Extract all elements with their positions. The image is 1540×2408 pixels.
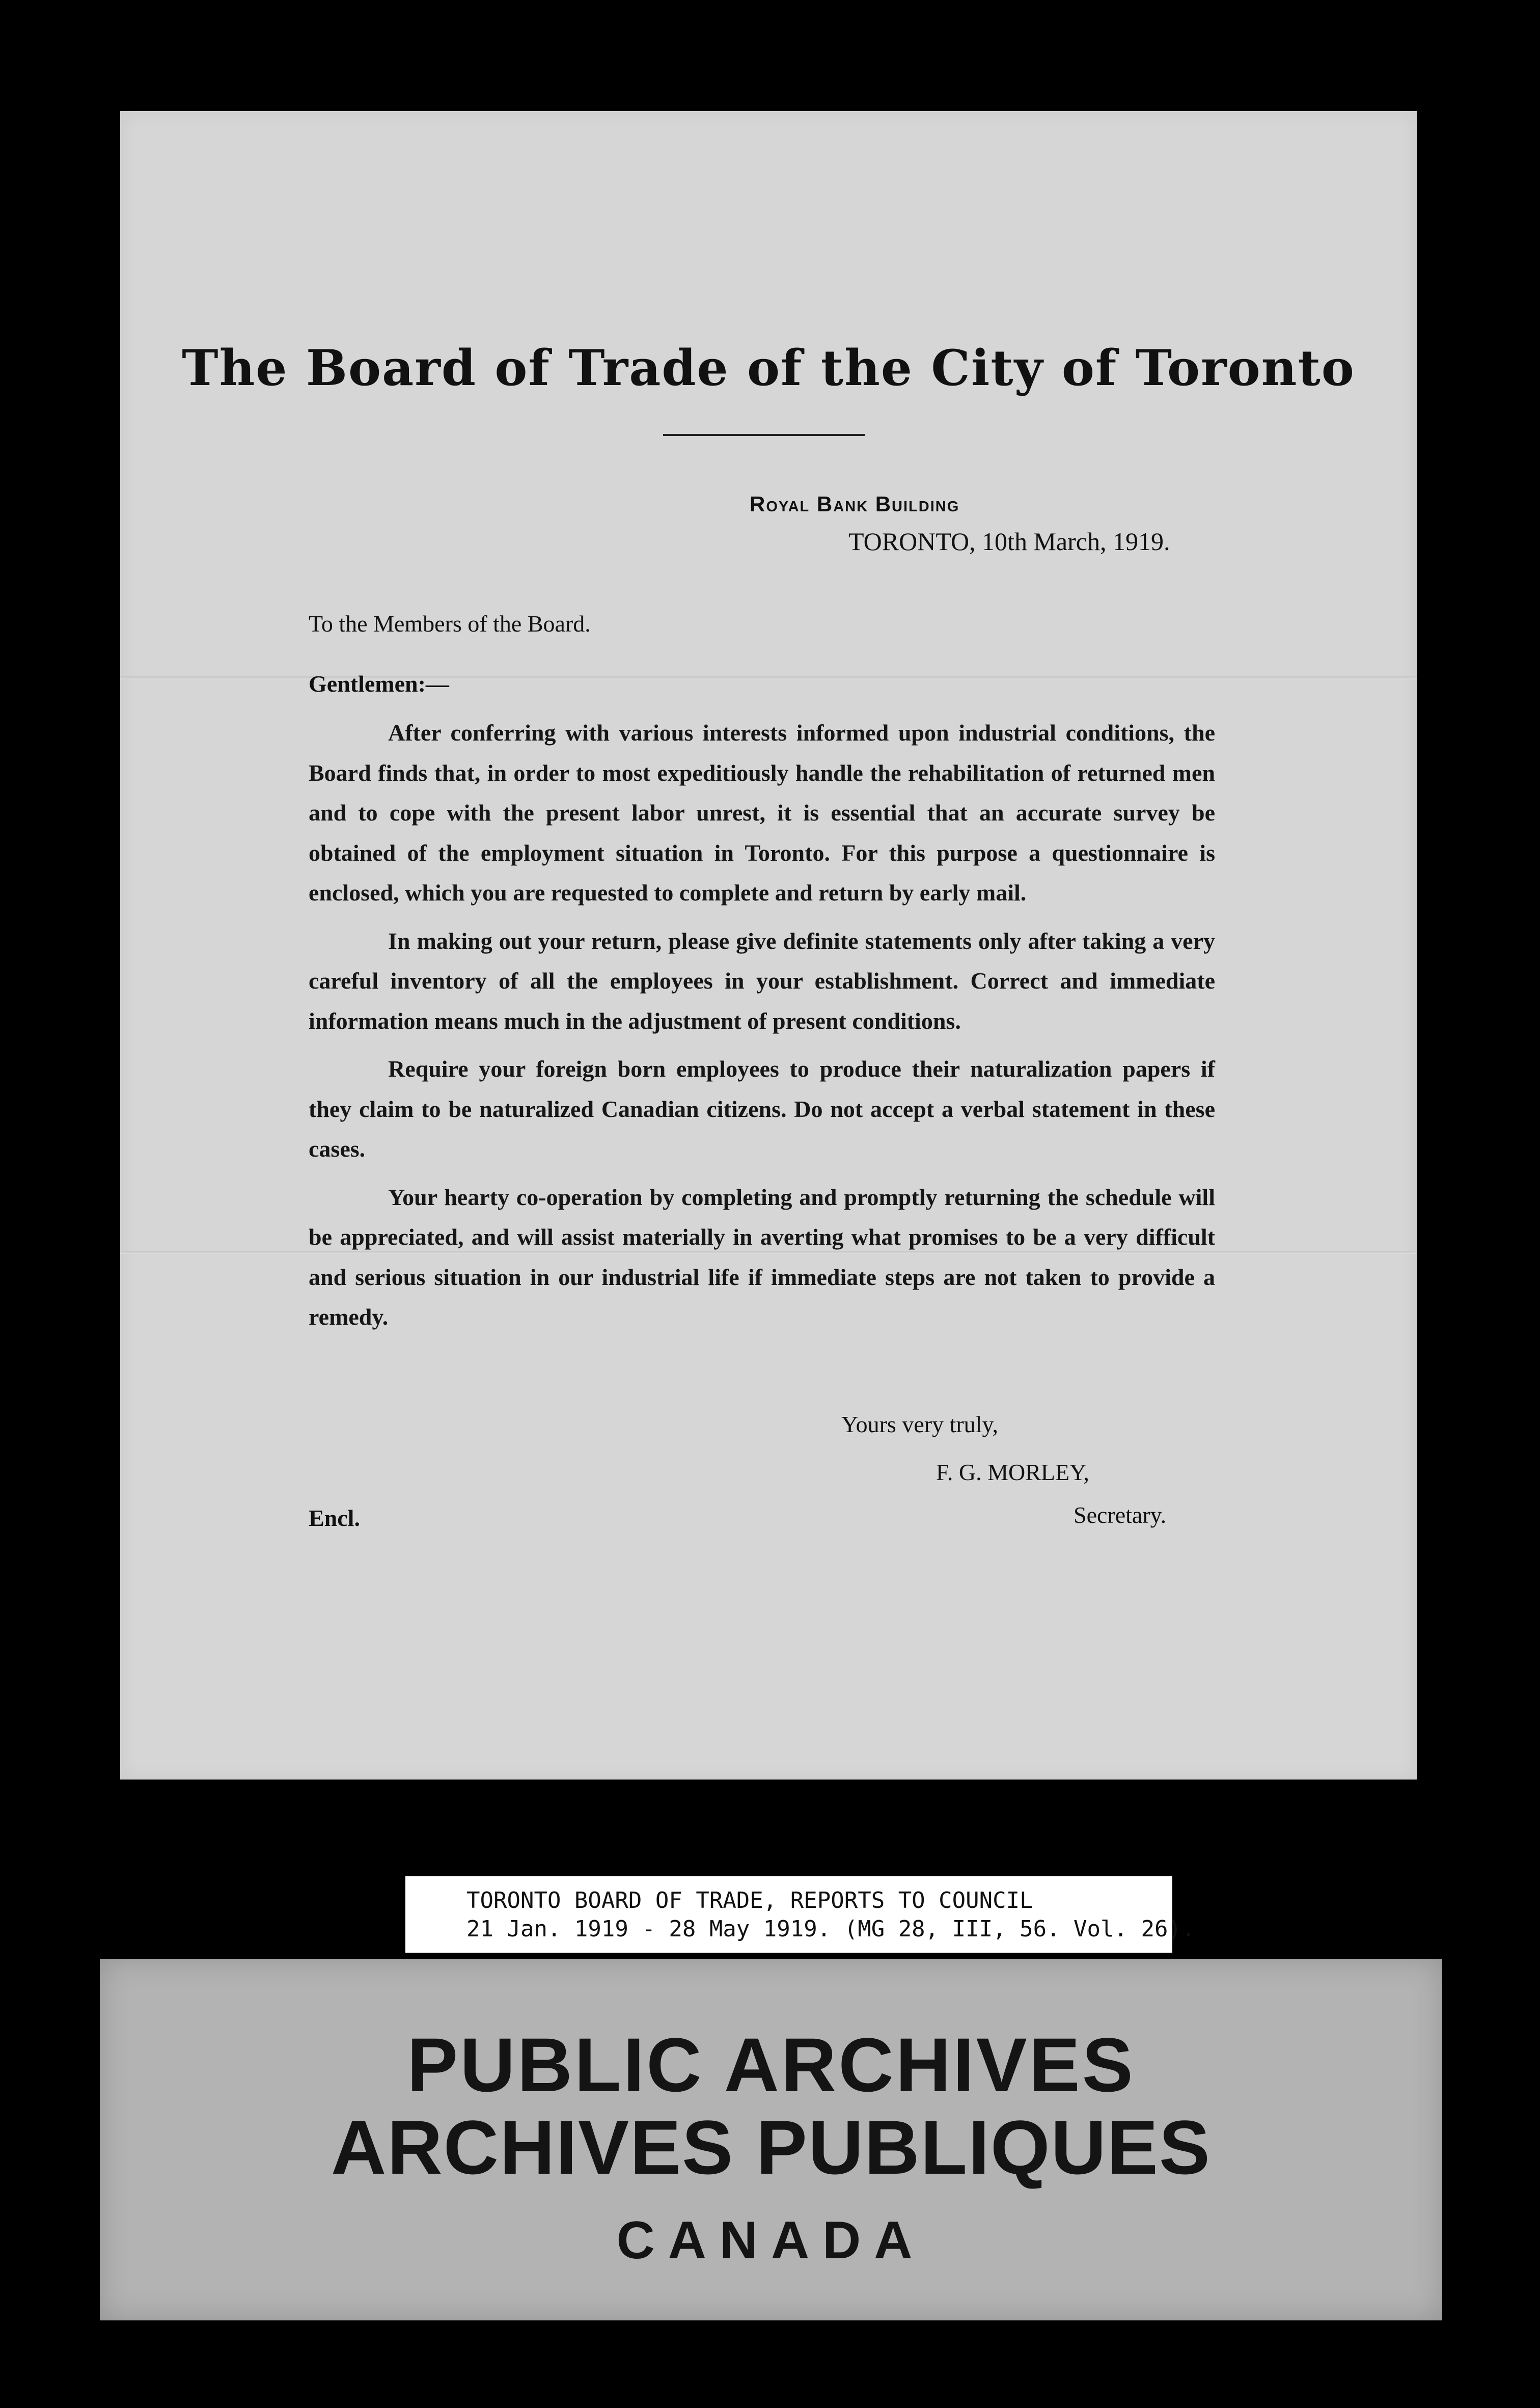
paragraph-1: After conferring with various interests informed upon industrial conditions, the Board finds that, in order to most expeditiously handle the rehabilitation of returned men and to cope with the present labor unrest, it is essential that an accurate survey be obtained of the employment situation in Toronto. For this purpose a questionnaire is enclosed, which you are requested to complete and return by early mail. [309,720,1215,906]
archives-band-line-2: ARCHIVES PUBLIQUES [331,2104,1211,2190]
signer-name: F. G. MORLEY, [936,1459,1089,1485]
archives-band [100,1959,1442,2320]
building-address: Royal Bank Building [750,492,960,516]
dateline: TORONTO, 10th March, 1919. [848,527,1170,556]
paragraph-4: Your hearty co-operation by completing and promptly returning the schedule will be appreciated, and will assist materially in averting what promises to be a very difficult and serious situation in our industrial life if immediate steps are not taken to provide a remedy. [309,1184,1215,1330]
archive-label-line-2: 21 Jan. 1919 - 28 May 1919. (MG 28, III, 56. Vol. 26). [466,1916,1195,1942]
paragraph-3: Require your foreign born employees to produce their naturalization papers if they claim to be naturalized Canadian citizens. Do not accept a verbal statement in these cases. [309,1056,1215,1162]
archive-label-line-1: TORONTO BOARD OF TRADE, REPORTS TO COUNCIL [466,1887,1033,1913]
salutation: Gentlemen:— [309,671,449,697]
enclosure-note: Encl. [309,1505,360,1531]
paragraph-2: In making out your return, please give definite statements only after taking a very careful inventory of all the employees in your establishment. Correct and immediate information means much in the adjustment of present conditions. [309,927,1215,1034]
letter-body [309,713,1215,1346]
addressee: To the Members of the Board. [309,611,591,637]
closing: Yours very truly, [841,1411,998,1437]
letterhead-rule [663,434,865,436]
archives-band-line-3: CANADA [616,2211,926,2270]
signer-role: Secretary. [1074,1502,1167,1528]
archives-band-line-1: PUBLIC ARCHIVES [407,2022,1135,2108]
archive-label [405,1876,1195,1953]
letter-sheet [120,111,1417,1780]
letterhead-title: The Board of Trade of the City of Toronto [182,339,1355,397]
